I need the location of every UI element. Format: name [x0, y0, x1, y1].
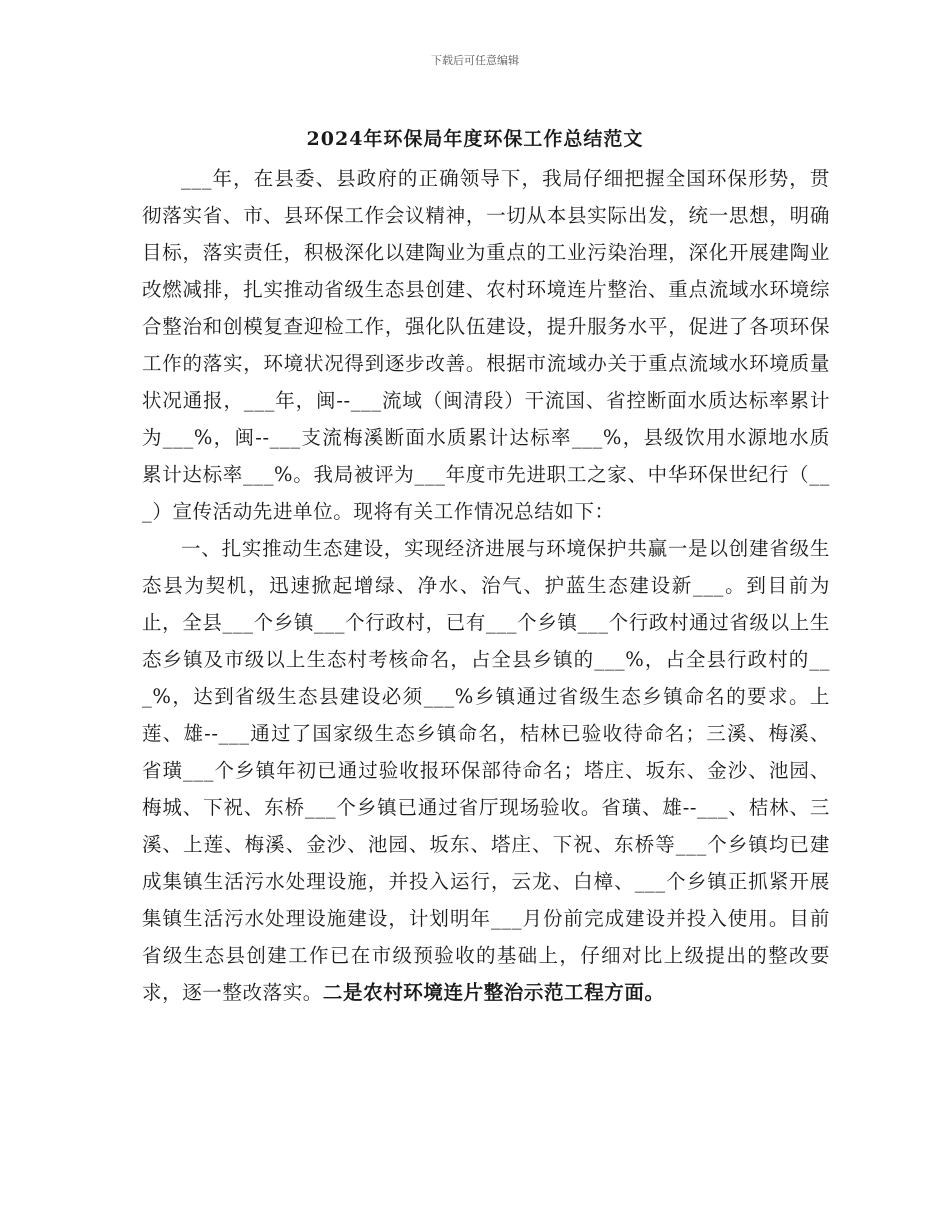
paragraph-intro: [142, 160, 830, 530]
header-note: 下载后可任意编辑: [431, 54, 519, 67]
document-title: 2024年环保局年度环保工作总结范文: [306, 128, 644, 150]
document-body: [142, 160, 830, 1011]
paragraph-section-one: [142, 530, 830, 1011]
paragraph-intro-text: ___年，在县委、县政府的正确领导下，我局仔细把握全国环保形势，贯彻落实省、市、县环保工作会议精神，一切从本县实际出发，统一思想，明确目标，落实责任，积极深化以建陶业为重点的工业污染治理，深化开展建陶业改燃减排，扎实推动省级生态县创建、农村环境连片整治、重点流域水环境综合整治和创模复查迎检工作，强化队伍建设，提升服务水平，促进了各项环保工作的落实，环境状况得到逐步改善。根据市流域办关于重点流域水环境质量状况通报，___年，闽--___流域（闽清段）干流国、省控断面水质达标率累计为___%，闽--___支流梅溪断面水质累计达标率___%，县级饮用水源地水质累计达标率___%。我局被评为___年度市先进职工之家、中华环保世纪行（___）宣传活动先进单位。现将有关工作情况总结如下：: [142, 167, 830, 523]
paragraph-section-one-text: 一、扎实推动生态建设，实现经济进展与环境保护共赢一是以创建省级生态县为契机，迅速掀起增绿、净水、治气、护蓝生态建设新___。到目前为止，全县___个乡镇___个行政村，已有___个乡镇___个行政村通过省级以上生态乡镇及市级以上生态村考核命名，占全县乡镇的___%，占全县行政村的___%，达到省级生态县建设必须___%乡镇通过省级生态乡镇命名的要求。上莲、雄--___通过了国家级生态乡镇命名，桔林已验收待命名；三溪、梅溪、省璜___个乡镇年初已通过验收报环保部待命名；塔庄、坂东、金沙、池园、梅城、下祝、东桥___个乡镇已通过省厅现场验收。省璜、雄--___、桔林、三溪、上莲、梅溪、金沙、池园、坂东、塔庄、下祝、东桥等___个乡镇均已建成集镇生活污水处理设施，并投入运行，云龙、白樟、___个乡镇正抓紧开展集镇生活污水处理设施建设，计划明年___月份前完成建设并投入使用。目前省级生态县创建工作已在市级预验收的基础上，仔细对比上级提出的整改要求，逐一整改落实。: [142, 537, 830, 1004]
paragraph-section-one-bold-heading: 二是农村环境连片整治示范工程方面。: [322, 981, 665, 1004]
